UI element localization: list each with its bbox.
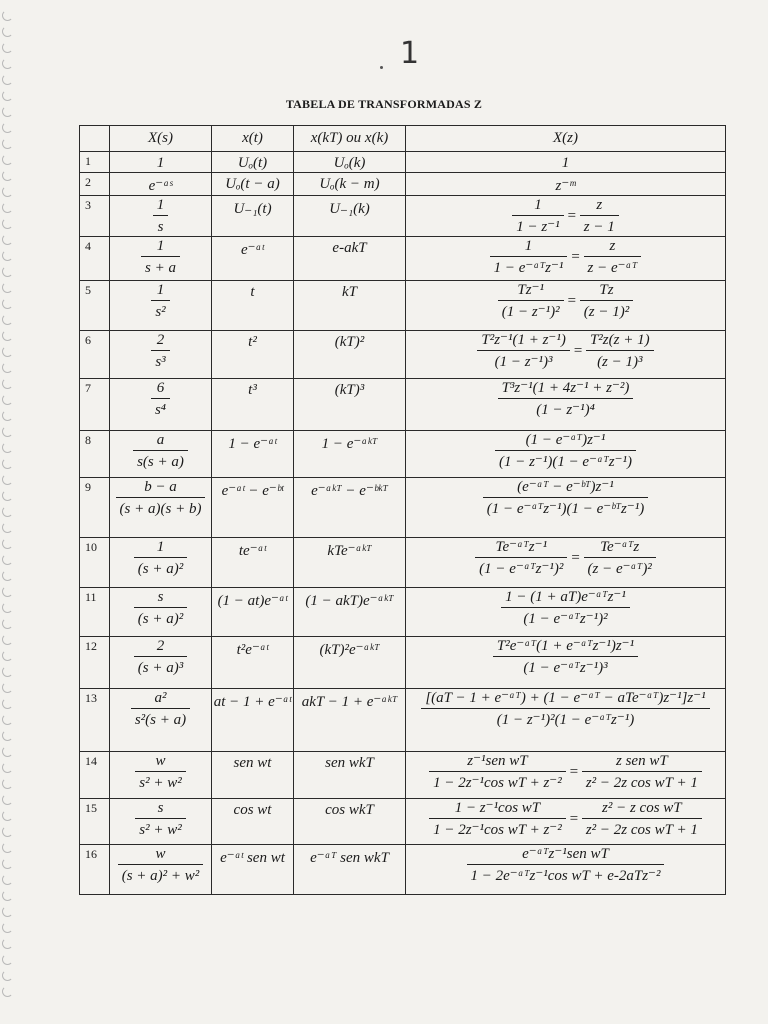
binding-ring [2, 266, 13, 277]
binding-ring [2, 986, 13, 997]
cell-xt: Uₒ(t − a) [212, 173, 294, 196]
header-row [80, 126, 726, 152]
cell-xk: (kT)³ [294, 379, 406, 431]
cell-xk: akT − 1 + e⁻ᵃᵏᵀ [294, 689, 406, 752]
xs-fraction [134, 538, 187, 578]
xz-left-numerator: Tz⁻¹ [498, 281, 564, 301]
xs-numerator: 1 [134, 538, 187, 558]
cell-xt: at − 1 + e⁻ᵃᵗ [212, 689, 294, 752]
table-row [80, 689, 726, 752]
binding-ring [2, 74, 13, 85]
xz-right-numerator: T²z(z + 1) [586, 331, 654, 351]
xz-value: 1 [561, 155, 570, 171]
xs-numerator: 1 [153, 196, 169, 216]
xz-left-numerator: 1 − z⁻¹cos wT [429, 799, 566, 819]
cell-xs [110, 538, 212, 588]
cell-xs [110, 379, 212, 431]
binding-ring [2, 346, 13, 357]
cell-xz [406, 152, 726, 173]
xz-left-numerator: 1 [490, 237, 568, 257]
table-row [80, 588, 726, 637]
xz-left-fraction [490, 237, 568, 277]
cell-xz [406, 637, 726, 689]
xz-left-denominator: (1 − e⁻ᵃᵀz⁻¹)² [523, 611, 608, 627]
binding-ring [2, 874, 13, 885]
cell-xt: t³ [212, 379, 294, 431]
xz-left-denominator: (1 − e⁻ᵃᵀz⁻¹)³ [523, 660, 608, 676]
cell-xs [110, 752, 212, 799]
xs-fraction [135, 752, 185, 792]
cell-xt: (1 − at)e⁻ᵃᵗ [212, 588, 294, 637]
xz-right-fraction [586, 331, 654, 371]
xs-denominator: (s + a)² + w² [121, 868, 200, 884]
cell-xs [110, 478, 212, 538]
cell-xk: e⁻ᵃᵀ sen wkT [294, 845, 406, 895]
xz-left-denominator: (1 − e⁻ᵃᵀz⁻¹)² [479, 561, 564, 577]
xs-numerator: s [134, 588, 187, 608]
header-xt: x(t) [212, 126, 294, 152]
cell-xk: kT [294, 281, 406, 331]
binding-ring [2, 954, 13, 965]
xs-denominator: (s + a)(s + b) [119, 501, 202, 517]
binding-ring [2, 858, 13, 869]
xs-numerator: s [135, 799, 185, 819]
binding-ring [2, 26, 13, 37]
xs-denominator: s + a [145, 260, 176, 276]
equals-sign: = [572, 342, 583, 359]
cell-xt: t² [212, 331, 294, 379]
row-index: 6 [80, 331, 110, 379]
xz-right-fraction [584, 538, 656, 578]
binding-ring [2, 650, 13, 661]
binding-ring [2, 410, 13, 421]
xz-left-fraction [421, 689, 709, 729]
cell-xs [110, 237, 212, 281]
cell-xs [110, 588, 212, 637]
cell-xz [406, 538, 726, 588]
row-index: 16 [80, 845, 110, 895]
binding-ring [2, 42, 13, 53]
binding-ring [2, 554, 13, 565]
cell-xk: U₋₁(k) [294, 196, 406, 237]
xz-left-denominator: (1 − e⁻ᵃᵀz⁻¹)(1 − e⁻ᵇᵀz⁻¹) [486, 501, 645, 517]
xz-right-denominator: z² − 2z cos wT + 1 [585, 775, 698, 791]
cell-xt: U₋₁(t) [212, 196, 294, 237]
cell-xz [406, 173, 726, 196]
cell-xt: Uₒ(t) [212, 152, 294, 173]
xs-fraction [153, 196, 169, 236]
cell-xt: cos wt [212, 799, 294, 845]
xz-left-fraction [477, 331, 569, 371]
binding-ring [2, 762, 13, 773]
cell-xz [406, 196, 726, 237]
table-row [80, 152, 726, 173]
xs-numerator: b − a [116, 478, 206, 498]
xz-left-numerator: 1 [512, 196, 563, 216]
cell-xt: sen wt [212, 752, 294, 799]
binding-ring [2, 58, 13, 69]
xs-denominator: s²(s + a) [134, 712, 187, 728]
binding-ring [2, 218, 13, 229]
xz-left-denominator: (1 − z⁻¹)(1 − e⁻ᵃᵀz⁻¹) [498, 454, 633, 470]
cell-xk: Uₒ(k − m) [294, 173, 406, 196]
equals-sign: = [568, 763, 579, 780]
cell-xs [110, 281, 212, 331]
cell-xk: (kT)² [294, 331, 406, 379]
binding-ring [2, 314, 13, 325]
cell-xz [406, 588, 726, 637]
xz-left-denominator: (1 − z⁻¹)²(1 − e⁻ᵃᵀz⁻¹) [496, 712, 635, 728]
cell-xz [406, 281, 726, 331]
header-xz: X(z) [406, 126, 726, 152]
cell-xk: (1 − akT)e⁻ᵃᵏᵀ [294, 588, 406, 637]
xz-right-numerator: z² − z cos wT [582, 799, 702, 819]
xz-left-fraction [498, 281, 564, 321]
equals-sign: = [566, 207, 577, 224]
binding-ring [2, 154, 13, 165]
xz-left-denominator: 1 − 2z⁻¹cos wT + z⁻² [433, 775, 562, 791]
xz-left-numerator: z⁻¹sen wT [429, 752, 566, 772]
equals-sign: = [566, 292, 577, 309]
z-transform-table [79, 125, 726, 895]
cell-xk: sen wkT [294, 752, 406, 799]
cell-xz [406, 478, 726, 538]
binding-ring [2, 778, 13, 789]
xs-denominator: s² + w² [139, 775, 182, 791]
xz-left-denominator: 1 − z⁻¹ [516, 219, 560, 235]
binding-ring [2, 698, 13, 709]
xs-denominator: s³ [155, 354, 166, 370]
binding-ring [2, 202, 13, 213]
xz-left-numerator: Te⁻ᵃᵀz⁻¹ [475, 538, 567, 558]
cell-xt: te⁻ᵃᵗ [212, 538, 294, 588]
binding-ring [2, 586, 13, 597]
binding-ring [2, 138, 13, 149]
equals-sign: = [570, 549, 581, 566]
cell-xt: t²e⁻ᵃᵗ [212, 637, 294, 689]
binding-ring [2, 378, 13, 389]
xs-fraction [151, 331, 169, 371]
binding-ring [2, 250, 13, 261]
row-index: 15 [80, 799, 110, 845]
binding-ring [2, 570, 13, 581]
cell-xs [110, 637, 212, 689]
row-index: 9 [80, 478, 110, 538]
equals-sign: = [570, 248, 581, 265]
xz-left-denominator: (1 − z⁻¹)² [501, 304, 560, 320]
xz-left-numerator: (1 − e⁻ᵃᵀ)z⁻¹ [495, 431, 636, 451]
xz-right-numerator: z [584, 237, 642, 257]
binding-ring [2, 906, 13, 917]
xz-left-fraction [429, 799, 566, 839]
binding-ring [2, 490, 13, 501]
xz-left-fraction [498, 379, 634, 419]
cell-xk: kTe⁻ᵃᵏᵀ [294, 538, 406, 588]
cell-xk: 1 − e⁻ᵃᵏᵀ [294, 431, 406, 478]
xs-fraction [133, 431, 188, 471]
xz-left-numerator: T²z⁻¹(1 + z⁻¹) [477, 331, 569, 351]
xz-left-denominator: 1 − 2z⁻¹cos wT + z⁻² [433, 822, 562, 838]
table-row [80, 478, 726, 538]
xz-left-numerator: T²e⁻ᵃᵀ(1 + e⁻ᵃᵀz⁻¹)z⁻¹ [493, 637, 638, 657]
xs-numerator: 1 [151, 281, 169, 301]
xs-numerator: w [135, 752, 185, 772]
xz-right-numerator: Te⁻ᵃᵀz [584, 538, 656, 558]
cell-xt: e⁻ᵃᵗ − e⁻ᵇᵗ [212, 478, 294, 538]
xs-fraction [135, 799, 185, 839]
binding-ring [2, 362, 13, 373]
row-index: 10 [80, 538, 110, 588]
binding-ring [2, 730, 13, 741]
xz-left-denominator: (1 − z⁻¹)⁴ [536, 402, 595, 418]
table-row [80, 281, 726, 331]
xz-right-denominator: (z − 1)³ [597, 354, 643, 370]
xz-left-fraction [495, 431, 636, 471]
xs-fraction [151, 379, 170, 419]
xz-right-fraction [580, 281, 633, 321]
xs-numerator: a² [131, 689, 190, 709]
binding-ring [2, 458, 13, 469]
xz-left-fraction [512, 196, 563, 236]
xs-fraction [134, 588, 187, 628]
xz-left-denominator: 1 − e⁻ᵃᵀz⁻¹ [493, 260, 564, 276]
binding-ring [2, 714, 13, 725]
xz-right-numerator: Tz [580, 281, 633, 301]
table-row [80, 752, 726, 799]
xs-numerator: a [133, 431, 188, 451]
binding-ring [2, 426, 13, 437]
table-row [80, 331, 726, 379]
binding-ring [2, 890, 13, 901]
xs-numerator: w [118, 845, 204, 865]
xs-numerator: 2 [134, 637, 187, 657]
pen-dot [380, 66, 383, 69]
binding-ring [2, 922, 13, 933]
row-index: 7 [80, 379, 110, 431]
row-index: 13 [80, 689, 110, 752]
xz-right-denominator: z² − 2z cos wT + 1 [585, 822, 698, 838]
cell-xz [406, 379, 726, 431]
table-row [80, 637, 726, 689]
xs-denominator: (s + a)² [137, 561, 184, 577]
cell-xz [406, 799, 726, 845]
binding-ring [2, 330, 13, 341]
xz-left-numerator: (e⁻ᵃᵀ − e⁻ᵇᵀ)z⁻¹ [483, 478, 648, 498]
xz-left-fraction [493, 637, 638, 677]
cell-xk: cos wkT [294, 799, 406, 845]
binding-ring [2, 186, 13, 197]
cell-xs [110, 799, 212, 845]
cell-xt: e⁻ᵃᵗ sen wt [212, 845, 294, 895]
cell-xt: t [212, 281, 294, 331]
xz-left-fraction [467, 845, 665, 885]
page-number: 1 [400, 36, 420, 71]
cell-xs [110, 431, 212, 478]
cell-xt: 1 − e⁻ᵃᵗ [212, 431, 294, 478]
xz-left-fraction [429, 752, 566, 792]
binding-ring [2, 506, 13, 517]
table-row [80, 196, 726, 237]
xz-right-fraction [584, 237, 642, 277]
table-row [80, 379, 726, 431]
binding-ring [2, 970, 13, 981]
binding-ring [2, 442, 13, 453]
xs-denominator: s² [155, 304, 166, 320]
xz-value: z⁻ᵐ [555, 178, 576, 194]
binding-ring [2, 826, 13, 837]
table-row [80, 845, 726, 895]
binding-ring [2, 122, 13, 133]
equals-sign: = [568, 810, 579, 827]
header-xk: x(kT) ou x(k) [294, 126, 406, 152]
xs-value: 1 [156, 155, 165, 171]
xs-fraction [151, 281, 169, 321]
xz-right-denominator: (z − 1)² [583, 304, 630, 320]
xs-denominator: s(s + a) [137, 454, 184, 470]
xs-denominator: (s + a)³ [137, 660, 184, 676]
cell-xs [110, 331, 212, 379]
xs-denominator: s² + w² [139, 822, 182, 838]
xs-fraction [131, 689, 190, 729]
xz-right-denominator: z − 1 [583, 219, 615, 235]
binding-ring [2, 938, 13, 949]
binding-ring [2, 634, 13, 645]
xs-numerator: 6 [151, 379, 170, 399]
binding-ring [2, 298, 13, 309]
binding-ring [2, 474, 13, 485]
page-title: TABELA DE TRANSFORMADAS Z [285, 97, 483, 111]
binding-ring [2, 538, 13, 549]
xs-numerator: 2 [151, 331, 169, 351]
xz-right-numerator: z [580, 196, 619, 216]
cell-xz [406, 237, 726, 281]
binding-ring [2, 842, 13, 853]
xz-left-numerator: T³z⁻¹(1 + 4z⁻¹ + z⁻²) [498, 379, 634, 399]
xz-left-numerator: e⁻ᵃᵀz⁻¹sen wT [467, 845, 665, 865]
xs-value: e⁻ᵃˢ [148, 178, 173, 194]
row-index: 1 [80, 152, 110, 173]
binding-ring [2, 234, 13, 245]
binding-ring [2, 602, 13, 613]
cell-xz [406, 689, 726, 752]
binding-ring [2, 522, 13, 533]
xz-right-fraction [580, 196, 619, 236]
binding-ring [2, 794, 13, 805]
binding-ring [2, 682, 13, 693]
cell-xk: e-akT [294, 237, 406, 281]
xz-left-denominator: (1 − z⁻¹)³ [494, 354, 553, 370]
row-index: 2 [80, 173, 110, 196]
cell-xt: e⁻ᵃᵗ [212, 237, 294, 281]
cell-xk: e⁻ᵃᵏᵀ − e⁻ᵇᵏᵀ [294, 478, 406, 538]
xz-right-numerator: z sen wT [582, 752, 702, 772]
cell-xz [406, 845, 726, 895]
binding-ring [2, 810, 13, 821]
header-index [80, 126, 110, 152]
row-index: 8 [80, 431, 110, 478]
table-row [80, 173, 726, 196]
row-index: 3 [80, 196, 110, 237]
xs-denominator: s [157, 219, 164, 235]
row-index: 5 [80, 281, 110, 331]
table-row [80, 237, 726, 281]
binding-ring [2, 746, 13, 757]
xs-fraction [116, 478, 206, 518]
binding-ring [2, 170, 13, 181]
xz-left-numerator: 1 − (1 + aT)e⁻ᵃᵀz⁻¹ [501, 588, 630, 608]
notebook-binding [2, 10, 14, 1010]
cell-xs [110, 196, 212, 237]
binding-ring [2, 666, 13, 677]
xz-left-numerator: [(aT − 1 + e⁻ᵃᵀ) + (1 − e⁻ᵃᵀ − aTe⁻ᵃᵀ)z⁻¹]z⁻¹ [421, 689, 709, 709]
cell-xs [110, 689, 212, 752]
binding-ring [2, 394, 13, 405]
xz-right-fraction [582, 752, 702, 792]
cell-xs [110, 845, 212, 895]
cell-xz [406, 752, 726, 799]
xz-left-fraction [483, 478, 648, 518]
table-row [80, 431, 726, 478]
row-index: 11 [80, 588, 110, 637]
xs-fraction [118, 845, 204, 885]
xz-left-denominator: 1 − 2e⁻ᵃᵀz⁻¹cos wT + e-2aTz⁻² [470, 868, 661, 884]
xs-denominator: s⁴ [154, 402, 167, 418]
row-index: 4 [80, 237, 110, 281]
cell-xk: Uₒ(k) [294, 152, 406, 173]
xs-denominator: (s + a)² [137, 611, 184, 627]
header-xs: X(s) [110, 126, 212, 152]
xz-left-fraction [501, 588, 630, 628]
table-row [80, 538, 726, 588]
binding-ring [2, 618, 13, 629]
binding-ring [2, 282, 13, 293]
cell-xk: (kT)²e⁻ᵃᵏᵀ [294, 637, 406, 689]
cell-xs [110, 173, 212, 196]
row-index: 12 [80, 637, 110, 689]
row-index: 14 [80, 752, 110, 799]
xs-fraction [134, 637, 187, 677]
xz-right-denominator: (z − e⁻ᵃᵀ)² [587, 561, 652, 577]
xs-numerator: 1 [141, 237, 180, 257]
binding-ring [2, 10, 13, 21]
cell-xz [406, 431, 726, 478]
xs-fraction [141, 237, 180, 277]
xz-left-fraction [475, 538, 567, 578]
table-body [80, 152, 726, 895]
table-row [80, 799, 726, 845]
cell-xs [110, 152, 212, 173]
xz-right-fraction [582, 799, 702, 839]
cell-xz [406, 331, 726, 379]
xz-right-denominator: z − e⁻ᵃᵀ [587, 260, 638, 276]
